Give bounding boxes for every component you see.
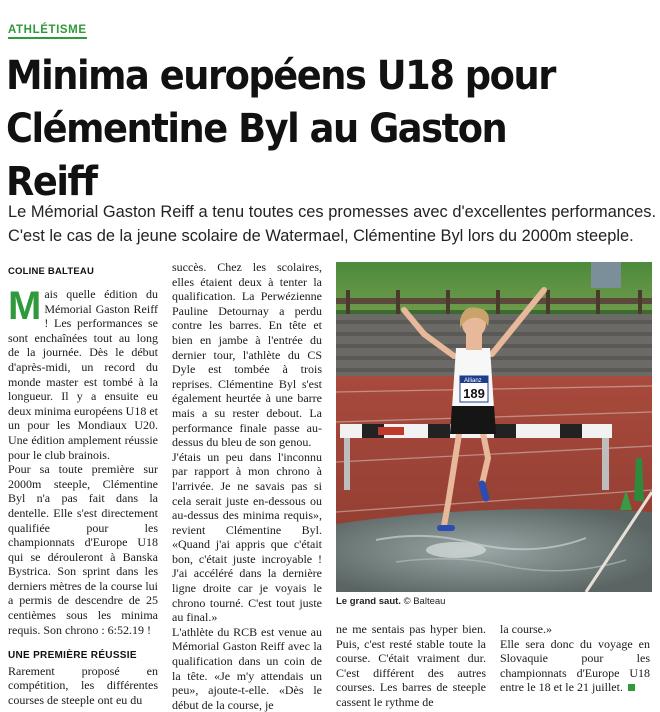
article-column-3: [336, 622, 486, 710]
article-photo: [336, 262, 652, 592]
paragraph: Rarement proposé en compétition, les différentes courses de steeple ont eu du: [8, 663, 158, 708]
article-column-4: [500, 622, 650, 695]
steeplechase-photo: [336, 262, 652, 592]
paragraph: la course.»: [500, 622, 552, 636]
paragraph: ais quelle édition du Mémorial Gaston Reiff ! Les performances se sont enchaînées tout au long de la journée. Dès le début d'après-midi, un record du monde master est tombé à la longueur. Il y a ensuite eu deux minima européens U18 et un pour les Mondiaux U20. Une édition amplement réussie pour le club brainois.: [8, 287, 158, 462]
paragraph: J'étais un peu dans l'inconnu par rapport à mon chrono à l'arrivée. Je ne savais pas si cela serait juste en-dessous ou au-dessus des minima requis», revient Clémentine Byl. «Quand j'ai appris que c'était bon, c'était juste incroyable ! J'ai accéléré dans la dernière ligne droite car je voyais le chrono tourné. C'est tout juste au final.»: [172, 449, 322, 625]
end-mark: [628, 684, 635, 691]
paragraph: Pour sa toute première sur 2000m steeple, Clémentine Byl n'a pas fait dans la dentelle. Elle s'est directement qualifiée pour les championnats d'Europe U18 qui se dérouleront à Banska Bystrica. Son sprint dans les derniers mètres de la course lui a permis de descendre de 25 centièmes sous les minima requis. Son chrono : 6:52.19 !: [8, 462, 158, 637]
bib-sponsor: Allianz: [464, 378, 482, 384]
section-label: ATHLÉTISME: [8, 24, 87, 39]
headline: Minima européens U18 pour Clémentine Byl au Gaston Reiff: [6, 53, 555, 205]
paragraph: L'athlète du RCB est venue au Mémorial Gaston Reiff avec la qualification dans un coin de la tête. «Je m'y attendais un peu», ajoute-t-elle. «Dès le début de la course, je: [172, 624, 322, 712]
drop-cap: M: [8, 284, 42, 328]
byline: COLINE BALTEAU: [8, 266, 95, 277]
caption-text: Le grand saut.: [336, 596, 401, 607]
subheading: UNE PREMIÈRE RÉUSSIE: [8, 650, 137, 662]
photo-credit: © Balteau: [403, 596, 446, 607]
bib-number: 189: [463, 386, 485, 401]
article-column-2: [172, 260, 322, 712]
paragraph: ne me sentais pas hyper bien. Puis, c'est resté stable toute la course. C'était vraiment dur. C'est différent des autres courses. Les barres de steeple cassent le rythme de: [336, 622, 486, 709]
photo-caption: [336, 596, 445, 607]
lead-paragraph: Le Mémorial Gaston Reiff a tenu toutes ces promesses avec d'excellentes performances. C'est le cas de la jeune scolaire de Watermael, Clémentine Byl lors du 2000m steeple.: [8, 203, 656, 245]
paragraph: Elle sera donc du voyage en Slovaquie pour les championnats d'Europe U18 entre le 18 et le 21 juillet.: [500, 636, 650, 695]
article-column-1: [8, 284, 158, 708]
paragraph: succès. Chez les scolaires, elles étaient deux à tenter la qualification. La Perwézienne Pauline Detournay a perdu contre les barres. En tête et bien en jambe à l'entrée du dernier tour, l'athlète du CS Dyle est tombée à trois reprises. Clémentine Byl s'est également heurtée à une barre mais a su rester debout. La performance finale passe au-dessus du bleu de son genou.: [172, 260, 322, 450]
